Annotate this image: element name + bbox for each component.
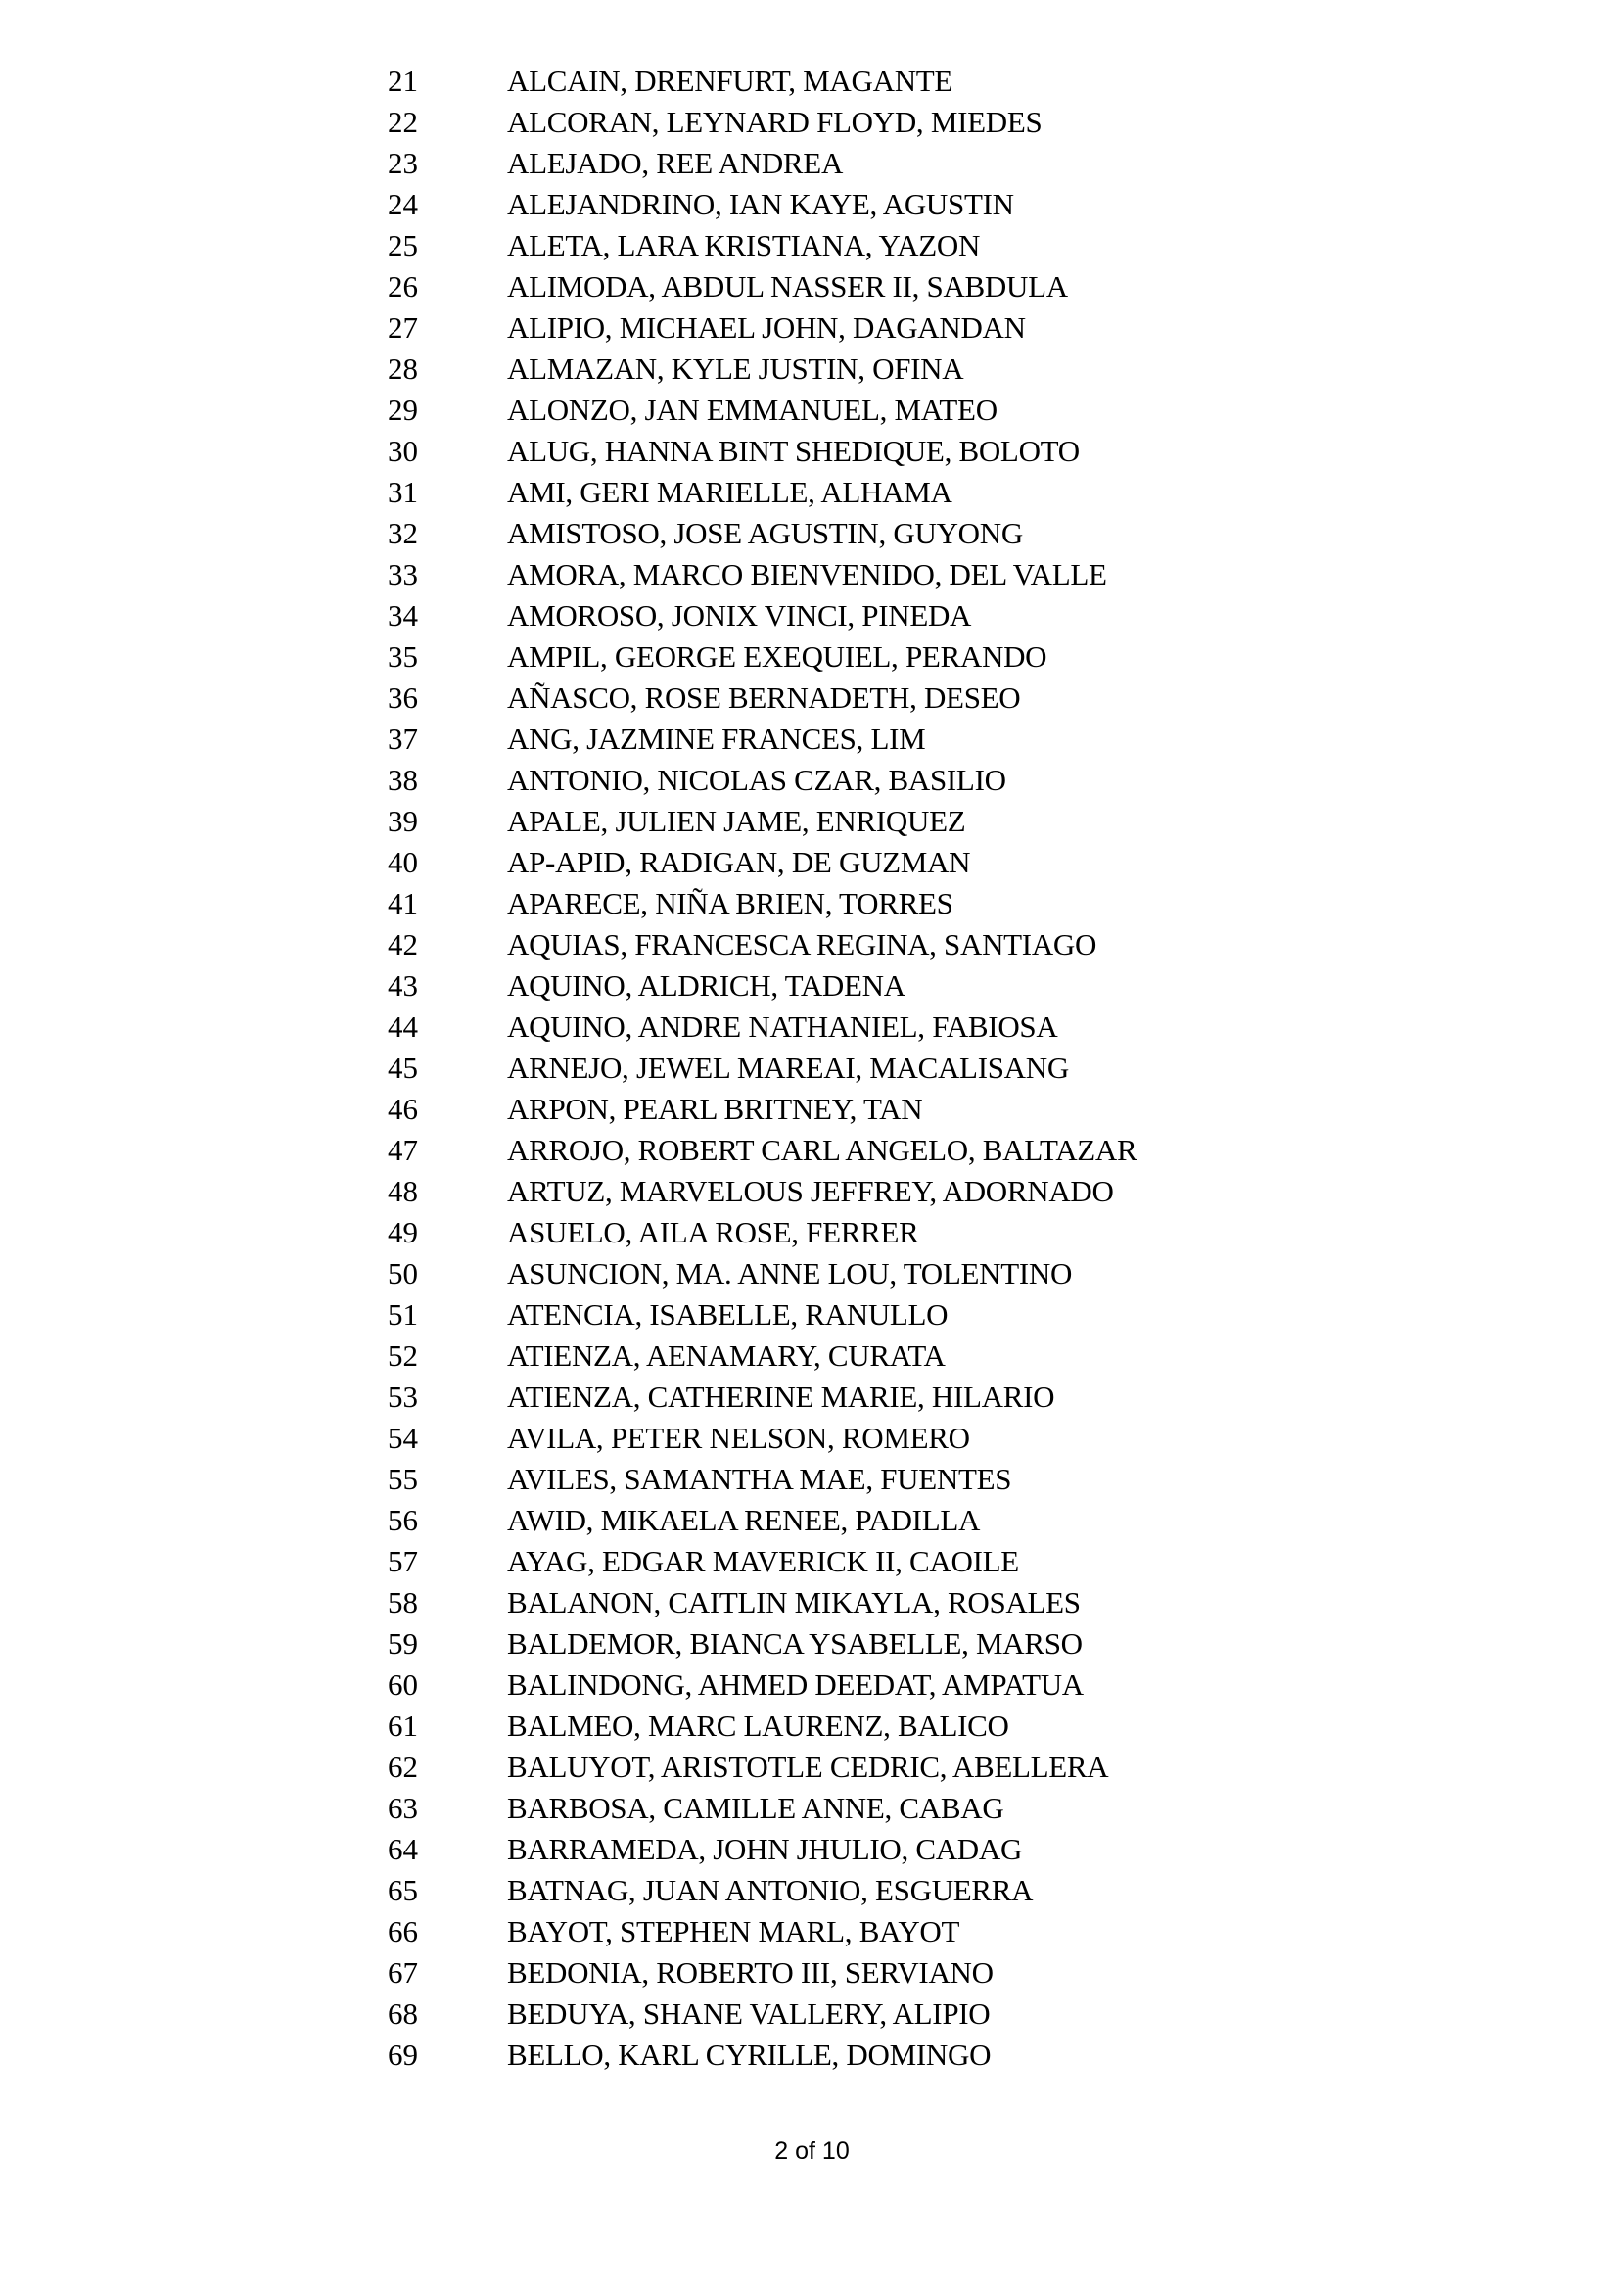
- item-name: AQUINO, ALDRICH, TADENA: [507, 968, 905, 1003]
- item-number: 23: [388, 146, 418, 180]
- item-number: 46: [388, 1092, 418, 1126]
- list-item: [0, 678, 1624, 719]
- item-number: 37: [388, 722, 418, 756]
- item-name: ALEJADO, REE ANDREA: [507, 146, 844, 180]
- item-number: 40: [388, 845, 418, 879]
- item-name: ALCORAN, LEYNARD FLOYD, MIEDES: [507, 105, 1043, 139]
- list-item: [0, 924, 1624, 965]
- item-number: 68: [388, 1996, 418, 2031]
- item-name: BAYOT, STEPHEN MARL, BAYOT: [507, 1914, 960, 1948]
- list-item: [0, 1911, 1624, 1952]
- list-item: [0, 842, 1624, 883]
- list-item: [0, 1459, 1624, 1500]
- list-item: [0, 307, 1624, 349]
- item-name: AVILA, PETER NELSON, ROMERO: [507, 1421, 970, 1455]
- list-item: [0, 472, 1624, 513]
- list-item: [0, 1747, 1624, 1788]
- item-name: AMORA, MARCO BIENVENIDO, DEL VALLE: [507, 557, 1107, 591]
- list-item: [0, 61, 1624, 102]
- item-name: AQUINO, ANDRE NATHANIEL, FABIOSA: [507, 1009, 1058, 1044]
- item-name: ATENCIA, ISABELLE, RANULLO: [507, 1297, 949, 1332]
- item-name: BEDONIA, ROBERTO III, SERVIANO: [507, 1955, 994, 1990]
- item-number: 35: [388, 639, 418, 674]
- item-number: 67: [388, 1955, 418, 1990]
- item-name: AVILES, SAMANTHA MAE, FUENTES: [507, 1462, 1012, 1496]
- list-item: [0, 349, 1624, 390]
- list-item: [0, 1993, 1624, 2035]
- item-name: AYAG, EDGAR MAVERICK II, CAOILE: [507, 1544, 1019, 1578]
- item-name: BARBOSA, CAMILLE ANNE, CABAG: [507, 1791, 1004, 1825]
- list-item: [0, 1377, 1624, 1418]
- item-name: AMI, GERI MARIELLE, ALHAMA: [507, 475, 952, 509]
- list-item: [0, 1212, 1624, 1253]
- item-name: BALUYOT, ARISTOTLE CEDRIC, ABELLERA: [507, 1750, 1109, 1784]
- item-name: ATIENZA, CATHERINE MARIE, HILARIO: [507, 1380, 1055, 1414]
- item-name: BATNAG, JUAN ANTONIO, ESGUERRA: [507, 1873, 1034, 1907]
- list-item: [0, 1664, 1624, 1706]
- item-name: ARROJO, ROBERT CARL ANGELO, BALTAZAR: [507, 1133, 1137, 1167]
- list-item: [0, 513, 1624, 554]
- list-item: [0, 1582, 1624, 1623]
- item-number: 36: [388, 680, 418, 715]
- item-name: ANTONIO, NICOLAS CZAR, BASILIO: [507, 763, 1006, 797]
- list-item: [0, 1706, 1624, 1747]
- item-name: AQUIAS, FRANCESCA REGINA, SANTIAGO: [507, 927, 1097, 961]
- list-item: [0, 102, 1624, 143]
- list-item: [0, 1335, 1624, 1377]
- item-number: 66: [388, 1914, 418, 1948]
- item-number: 54: [388, 1421, 418, 1455]
- list-item: [0, 1171, 1624, 1212]
- item-number: 29: [388, 393, 418, 427]
- item-number: 30: [388, 434, 418, 468]
- list-item: [0, 1418, 1624, 1459]
- list-item: [0, 1541, 1624, 1582]
- list-item: [0, 1500, 1624, 1541]
- list-item: [0, 266, 1624, 307]
- item-number: 26: [388, 269, 418, 304]
- item-name: BEDUYA, SHANE VALLERY, ALIPIO: [507, 1996, 991, 2031]
- item-name: ALCAIN, DRENFURT, MAGANTE: [507, 64, 953, 98]
- item-name: AMISTOSO, JOSE AGUSTIN, GUYONG: [507, 516, 1023, 550]
- list-item: [0, 184, 1624, 225]
- item-name: ALMAZAN, KYLE JUSTIN, OFINA: [507, 351, 964, 386]
- item-name: AÑASCO, ROSE BERNADETH, DESEO: [507, 680, 1021, 715]
- list-item: [0, 225, 1624, 266]
- item-name: ANG, JAZMINE FRANCES, LIM: [507, 722, 926, 756]
- item-name: BALANON, CAITLIN MIKAYLA, ROSALES: [507, 1585, 1081, 1619]
- item-name: AMOROSO, JONIX VINCI, PINEDA: [507, 598, 972, 633]
- item-number: 48: [388, 1174, 418, 1208]
- item-number: 45: [388, 1051, 418, 1085]
- item-name: APALE, JULIEN JAME, ENRIQUEZ: [507, 804, 966, 838]
- list-item: [0, 431, 1624, 472]
- item-name: ALUG, HANNA BINT SHEDIQUE, BOLOTO: [507, 434, 1080, 468]
- item-name: ARTUZ, MARVELOUS JEFFREY, ADORNADO: [507, 1174, 1114, 1208]
- item-name: ALETA, LARA KRISTIANA, YAZON: [507, 228, 981, 262]
- item-name: BALDEMOR, BIANCA YSABELLE, MARSO: [507, 1626, 1083, 1661]
- item-number: 55: [388, 1462, 418, 1496]
- item-number: 44: [388, 1009, 418, 1044]
- item-number: 49: [388, 1215, 418, 1249]
- list-item: [0, 965, 1624, 1007]
- item-number: 31: [388, 475, 418, 509]
- item-number: 21: [388, 64, 418, 98]
- item-number: 42: [388, 927, 418, 961]
- item-number: 56: [388, 1503, 418, 1537]
- list-item: [0, 1253, 1624, 1294]
- item-name: BALMEO, MARC LAURENZ, BALICO: [507, 1709, 1009, 1743]
- item-number: 59: [388, 1626, 418, 1661]
- item-name: ARPON, PEARL BRITNEY, TAN: [507, 1092, 923, 1126]
- item-number: 32: [388, 516, 418, 550]
- item-number: 64: [388, 1832, 418, 1866]
- item-name: AWID, MIKAELA RENEE, PADILLA: [507, 1503, 981, 1537]
- item-name: ATIENZA, AENAMARY, CURATA: [507, 1338, 946, 1373]
- item-number: 61: [388, 1709, 418, 1743]
- item-name: BALINDONG, AHMED DEEDAT, AMPATUA: [507, 1667, 1084, 1702]
- item-number: 25: [388, 228, 418, 262]
- item-name: ALONZO, JAN EMMANUEL, MATEO: [507, 393, 998, 427]
- item-number: 41: [388, 886, 418, 920]
- item-number: 28: [388, 351, 418, 386]
- list-item: [0, 1130, 1624, 1171]
- item-number: 62: [388, 1750, 418, 1784]
- item-number: 33: [388, 557, 418, 591]
- item-name: ALEJANDRINO, IAN KAYE, AGUSTIN: [507, 187, 1014, 221]
- item-number: 34: [388, 598, 418, 633]
- list-item: [0, 2035, 1624, 2076]
- item-name: ALIPIO, MICHAEL JOHN, DAGANDAN: [507, 310, 1026, 345]
- item-name: ALIMODA, ABDUL NASSER II, SABDULA: [507, 269, 1068, 304]
- item-number: 43: [388, 968, 418, 1003]
- item-name: AMPIL, GEORGE EXEQUIEL, PERANDO: [507, 639, 1047, 674]
- page-number: 2 of 10: [774, 2137, 850, 2165]
- list-item: [0, 595, 1624, 636]
- item-number: 39: [388, 804, 418, 838]
- list-item: [0, 143, 1624, 184]
- item-name: ASUNCION, MA. ANNE LOU, TOLENTINO: [507, 1256, 1073, 1290]
- item-name: BELLO, KARL CYRILLE, DOMINGO: [507, 2038, 992, 2072]
- list-item: [0, 1089, 1624, 1130]
- list-item: [0, 760, 1624, 801]
- list-item: [0, 1007, 1624, 1048]
- item-number: 69: [388, 2038, 418, 2072]
- item-number: 24: [388, 187, 418, 221]
- list-item: [0, 719, 1624, 760]
- item-number: 38: [388, 763, 418, 797]
- item-number: 51: [388, 1297, 418, 1332]
- item-name: BARRAMEDA, JOHN JHULIO, CADAG: [507, 1832, 1023, 1866]
- item-number: 47: [388, 1133, 418, 1167]
- item-number: 22: [388, 105, 418, 139]
- item-number: 57: [388, 1544, 418, 1578]
- item-number: 58: [388, 1585, 418, 1619]
- item-name: APARECE, NIÑA BRIEN, TORRES: [507, 886, 953, 920]
- list-item: [0, 390, 1624, 431]
- item-number: 63: [388, 1791, 418, 1825]
- item-number: 52: [388, 1338, 418, 1373]
- list-item: [0, 1952, 1624, 1993]
- item-number: 60: [388, 1667, 418, 1702]
- item-name: AP-APID, RADIGAN, DE GUZMAN: [507, 845, 971, 879]
- item-number: 50: [388, 1256, 418, 1290]
- item-number: 65: [388, 1873, 418, 1907]
- list-item: [0, 1870, 1624, 1911]
- list-item: [0, 1623, 1624, 1664]
- item-name: ASUELO, AILA ROSE, FERRER: [507, 1215, 919, 1249]
- item-number: 53: [388, 1380, 418, 1414]
- name-list: [0, 61, 1624, 2076]
- list-item: [0, 636, 1624, 678]
- item-name: ARNEJO, JEWEL MAREAI, MACALISANG: [507, 1051, 1069, 1085]
- list-item: [0, 801, 1624, 842]
- list-item: [0, 1829, 1624, 1870]
- item-number: 27: [388, 310, 418, 345]
- list-item: [0, 1294, 1624, 1335]
- list-item: [0, 554, 1624, 595]
- list-item: [0, 883, 1624, 924]
- list-item: [0, 1048, 1624, 1089]
- list-item: [0, 1788, 1624, 1829]
